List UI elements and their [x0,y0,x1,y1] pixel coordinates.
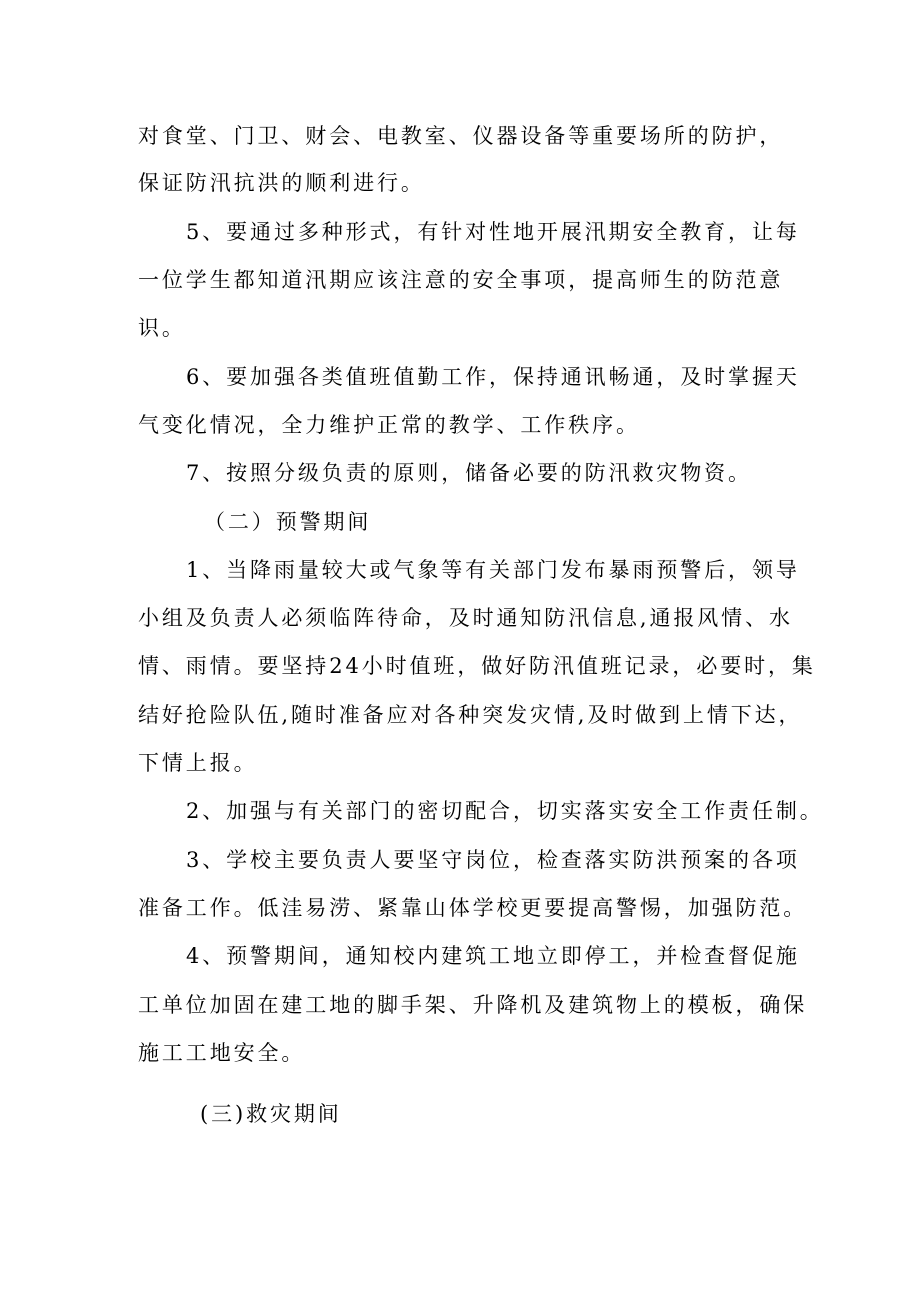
text-line: 6、要加强各类值班值勤工作，保持通讯畅通，及时掌握天 [186,365,800,389]
text-line: 5、要通过多种形式，有针对性地开展汛期安全教育，让每 [186,220,800,244]
section-heading: (三)救灾期间 [200,1102,342,1126]
text-line: 一位学生都知道汛期应该注意的安全事项，提高师生的防范意 [138,268,784,292]
text-line: 2、加强与有关部门的密切配合，切实落实安全工作责任制。 [186,799,824,823]
text-line: 1、当降雨量较大或气象等有关部门发布暴雨预警后，领导 [186,558,800,582]
text-line: 对食堂、门卫、财会、电教室、仪器设备等重要场所的防护， [138,124,784,148]
text-line: 准备工作。低洼易涝、紧靠山体学校更要提高警惕，加强防范。 [138,896,808,920]
text-line: 气变化情况，全力维护正常的教学、工作秩序。 [138,413,640,437]
text-line: 情、雨情。要坚持24小时值班，做好防汛值班记录，必要时，集 [138,654,816,678]
section-heading: （二）预警期间 [204,510,372,534]
text-line: 施工工地安全。 [138,1041,306,1065]
text-line: 小组及负责人必须临阵待命，及时通知防汛信息,通报风情、水 [138,606,793,630]
text-line: 下情上报。 [138,751,258,775]
text-line: 7、按照分级负责的原则，储备必要的防汛救灾物资。 [186,461,752,485]
text-line: 3、学校主要负责人要坚守岗位，检查落实防洪预案的各项 [186,848,800,872]
text-line: 识。 [138,316,186,340]
text-line: 保证防汛抗洪的顺利进行。 [138,171,425,195]
text-line: 4、预警期间，通知校内建筑工地立即停工，并检查督促施 [186,944,800,968]
text-line: 结好抢险队伍,随时准备应对各种突发灾情,及时做到上情下达， [138,703,803,727]
text-line: 工单位加固在建工地的脚手架、升降机及建筑物上的模板，确保 [138,993,808,1017]
